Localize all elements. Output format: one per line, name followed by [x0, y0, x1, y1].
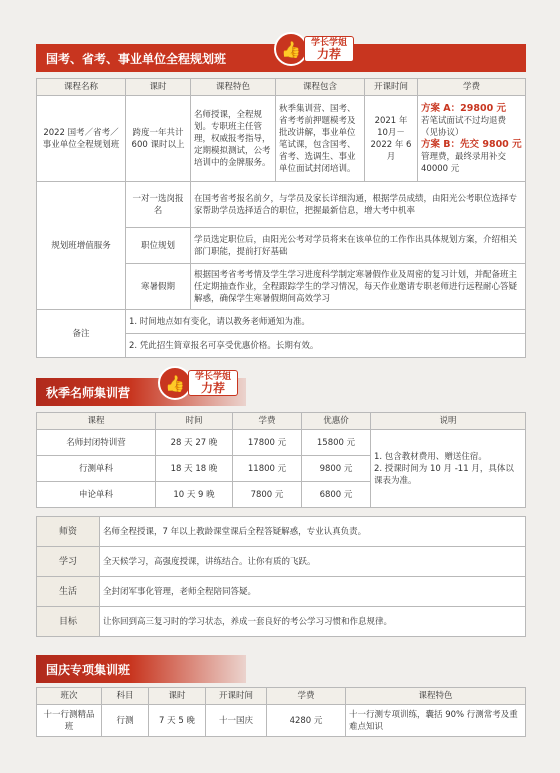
info-row: [37, 547, 526, 577]
feature-cell: 十一行测专项训练，囊括 90% 行测常考及重难点知识: [346, 705, 526, 737]
time-cell: 10 天 9 晚: [156, 482, 233, 508]
col-header: 课程特色: [191, 79, 276, 96]
subject-cell: 行测: [102, 705, 149, 737]
thumbs-up-icon: 👍: [158, 366, 192, 400]
fee-plan-a-note: 若笔试面试不过均退费（见协议）: [421, 115, 507, 138]
service-name: 职位规划: [126, 228, 191, 264]
info-row: [37, 607, 526, 637]
info-value: 全天候学习，高强度授课，讲练结合。让你有质的飞跃。: [100, 547, 526, 577]
col-header: 开课时间: [365, 79, 418, 96]
course-cell: 申论单科: [37, 482, 156, 508]
notes-cell: 1. 包含教材费用、赠送住宿。 2. 授课时间为 10 月 -11 月，具体以课表为准。: [371, 430, 526, 508]
brochure-page: [36, 30, 526, 737]
fee-plan-b: 方案 B：先交 9800 元: [421, 138, 522, 150]
badge-top-text: 学长学姐: [195, 372, 232, 382]
fee-cell: 7800 元: [233, 482, 302, 508]
info-row: [37, 517, 526, 547]
col-header: 课时: [149, 688, 206, 705]
course-fee: [418, 96, 526, 182]
col-header: 时间: [156, 413, 233, 430]
time-cell: 28 天 27 晚: [156, 430, 233, 456]
badge-bottom-text: 力荐: [201, 381, 226, 395]
col-header: 优惠价: [302, 413, 371, 430]
hours-cell: 7 天 5 晚: [149, 705, 206, 737]
col-header: 学费: [418, 79, 526, 96]
col-header: 课程包含: [276, 79, 365, 96]
badge-top-text: 学长学姐: [311, 38, 348, 48]
section-header-autumn: [36, 372, 246, 406]
service-label: 规划班增值服务: [37, 182, 126, 310]
table-row: [37, 182, 526, 228]
info-value: 名师全程授课，7 年以上教龄课堂课后全程答疑解惑，专业认真负责。: [100, 517, 526, 547]
table-row: [37, 430, 526, 456]
fee-cell: 4280 元: [267, 705, 346, 737]
class-cell: 十一行测精品班: [37, 705, 102, 737]
remark-item: 1. 时间地点如有变化，请以教务老师通知为准。: [126, 310, 526, 334]
remark-label: 备注: [37, 310, 126, 358]
table-row: [37, 705, 526, 737]
time-cell: 18 天 18 晚: [156, 456, 233, 482]
autumn-info-table: [36, 516, 526, 637]
fee-cell: 11800 元: [233, 456, 302, 482]
section-header-national-day: [36, 655, 246, 683]
info-key: 师资: [37, 517, 100, 547]
course-start-time: 2021 年 10月－2022 年 6月: [365, 96, 418, 182]
col-header: 学费: [267, 688, 346, 705]
national-day-table: [36, 687, 526, 737]
section-title: 国庆专项集训班: [46, 662, 131, 677]
service-name: 寒暑假期: [126, 264, 191, 310]
col-header: 开课时间: [206, 688, 267, 705]
autumn-table: [36, 412, 526, 508]
col-header: 学费: [233, 413, 302, 430]
course-name: 2022 国考／省考／事业单位全程规划班: [37, 96, 126, 182]
info-key: 生活: [37, 577, 100, 607]
info-value: 让你回到高三复习时的学习状态，养成一套良好的考公学习习惯和作息规律。: [100, 607, 526, 637]
service-desc: 学员选定职位后，由阳光公考对学员将来在该单位的工作作出具体规划方案，介绍相关部门职能，提前打好基础: [191, 228, 526, 264]
table-row: [37, 310, 526, 334]
recommend-badge: [274, 32, 354, 66]
info-row: [37, 577, 526, 607]
table-header-row: [37, 688, 526, 705]
table-header-row: [37, 79, 526, 96]
planning-table: [36, 78, 526, 358]
col-header: 课程特色: [346, 688, 526, 705]
discount-cell: 9800 元: [302, 456, 371, 482]
discount-cell: 15800 元: [302, 430, 371, 456]
section-title: 秋季名师集训营: [46, 385, 131, 400]
fee-plan-b-note: 管理费，最终录用补交 40000 元: [421, 151, 507, 174]
course-hours: 跨度一年共计 600 课时以上: [126, 96, 191, 182]
col-header: 班次: [37, 688, 102, 705]
course-cell: 行测单科: [37, 456, 156, 482]
col-header: 课时: [126, 79, 191, 96]
course-features: 名师授课，全程规划。专职班主任管理，权威报考指导，定期模拟测试，公考培训中的金牌服务。: [191, 96, 276, 182]
service-desc: 在国考省考报名前夕，与学员及家长详细沟通，根据学员成绩，由阳光公考职位选择专家帮助学员选择适合的职位，把握最新信息，增大考中机率: [191, 182, 526, 228]
info-key: 目标: [37, 607, 100, 637]
table-row: [37, 96, 526, 182]
info-value: 全封闭军事化管理，老师全程陪同答疑。: [100, 577, 526, 607]
recommend-badge: [158, 366, 238, 400]
table-header-row: [37, 413, 526, 430]
service-name: 一对一选岗报名: [126, 182, 191, 228]
section-header-planning: [36, 38, 526, 72]
course-contents: 秋季集训营、国考、省考考前押题模考及批改讲解，事业单位笔试课，包含国考、省考、选调生、事业单位面试封闭培训。: [276, 96, 365, 182]
fee-cell: 17800 元: [233, 430, 302, 456]
fee-plan-a: 方案 A：29800 元: [421, 102, 507, 114]
thumbs-up-icon: 👍: [274, 32, 308, 66]
discount-cell: 6800 元: [302, 482, 371, 508]
remark-item: 2. 凭此招生简章报名可享受优惠价格。长期有效。: [126, 334, 526, 358]
col-header: 课程: [37, 413, 156, 430]
service-desc: 根据国考省考考情及学生学习进度科学制定寒暑假作业及周密的复习计划，并配备班主任定期抽查作业，全程跟踪学生的学习情况，每天作业邀请专职老师进行远程耐心答疑解惑，确保学生寒暑假期间高效学习: [191, 264, 526, 310]
col-header: 课程名称: [37, 79, 126, 96]
section-title: 国考、省考、事业单位全程规划班: [46, 51, 227, 66]
info-key: 学习: [37, 547, 100, 577]
course-cell: 名师封闭特训营: [37, 430, 156, 456]
col-header: 科目: [102, 688, 149, 705]
start-cell: 十一国庆: [206, 705, 267, 737]
badge-bottom-text: 力荐: [317, 47, 342, 61]
col-header: 说明: [371, 413, 526, 430]
